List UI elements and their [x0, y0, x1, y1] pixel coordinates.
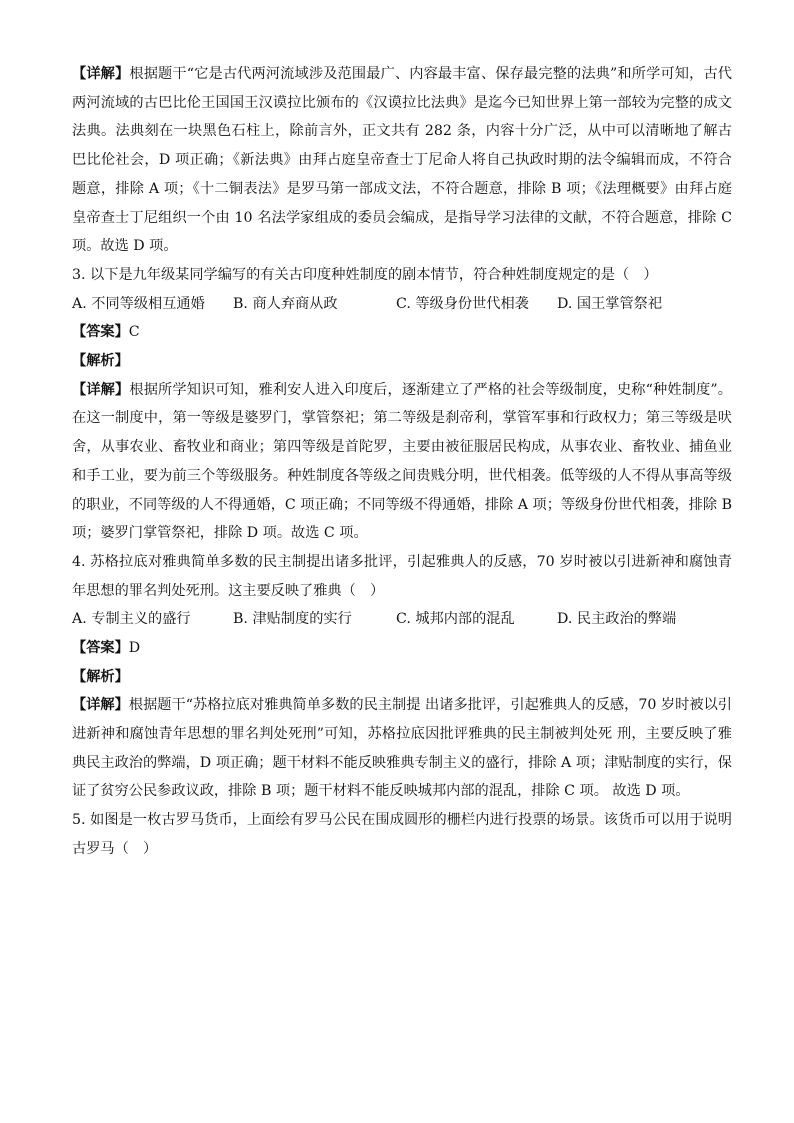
q3-option-a: A. 不同等级相互通婚 [72, 295, 205, 312]
document-page [72, 60, 732, 864]
q5-stem: 5. 如图是一枚古罗马货币，上面绘有罗马公民在围成圆形的栅栏内进行投票的场景。该货币可以用于说明古罗马（ ） [72, 812, 732, 857]
detail-text: 根据题干“它是古代两河流域涉及范围最广、内容最丰富、保存最完整的法典”和所学可知，古代两河流域的古巴比伦王国国王汉谟拉比颁布的《汉谟拉比法典》是迄今已知世界上第一部较为完整的成文法典。法典刻在一块黑色石柱上，除前言外，正文共有 282 条，内容十分广泛，从中可以清晰地了解古巴比伦社会，D 项正确；《新法典》由拜占庭皇帝查士丁尼命人将自己执政时期的法令编辑而成，不符合题意，排除 A 项；《十二铜表法》是罗马第一部成文法，不符合题意，排除 B 项；《法理概要》由拜占庭皇帝查士丁尼组织一个由 10 名法学家组成的委员会编成，是指导学习法律的文献，不符合题意，排除 C 项。故选 D 项。 [72, 66, 732, 255]
q4-option-c: C. 城邦内部的混乱 [396, 611, 515, 628]
q4-options [72, 605, 732, 634]
q3-option-b: B. 商人弃商从政 [233, 295, 338, 312]
detail-text: 根据题干“苏格拉底对雅典简单多数的民主制提 出诸多批评，引起雅典人的反感，70 岁时被以引进新神和腐蚀青年思想的罪名判处死刑”可知，苏格拉底因批评雅典的民主制被判处死 刑，主要反映了雅典民主政治的弊端，D 项正确；题干材料不能反映雅典专制主义的盛行，排除 A 项；津贴制度的实行，保证了贫穷公民参政议政，排除 B 项；题干材料不能反映城邦内部的混乱，排除 C 项。 故选 D 项。 [72, 697, 732, 800]
answer-tag: 【答案】 [72, 324, 129, 341]
q4-option-b: B. 津贴制度的实行 [233, 611, 352, 628]
q4-stem: 4. 苏格拉底对雅典简单多数的民主制提出诸多批评，引起雅典人的反感，70 岁时被以引进新神和腐蚀青年思想的罪名判处死刑。这主要反映了雅典（ ） [72, 553, 732, 599]
q4-analysis-tag: 【解析】 [72, 668, 129, 685]
q4-option-a: A. 专制主义的盛行 [72, 611, 191, 628]
q3-detail-paragraph [72, 376, 732, 548]
q3-options [72, 290, 732, 319]
q4-option-d: D. 民主政治的弊端 [557, 611, 677, 628]
answer-tag: 【答案】 [72, 640, 129, 656]
q3-stem: 3. 以下是九年级某同学编写的有关古印度种姓制度的剧本情节，符合种姓制度规定的是（ ） [72, 266, 658, 283]
q3-option-d: D. 国王掌管祭祀 [557, 295, 663, 312]
q4-answer-line [72, 634, 732, 663]
q3-answer: C [128, 324, 140, 341]
q3-option-c: C. 等级身份世代相袭 [396, 295, 529, 312]
q4-detail-paragraph [72, 691, 732, 806]
q3-analysis-tag: 【解析】 [72, 353, 129, 369]
detail-tag: 【详解】 [72, 381, 130, 398]
detail-tag: 【详解】 [72, 66, 130, 82]
q4-answer: D [128, 640, 141, 656]
q3-answer-line [72, 318, 732, 347]
detail-tag: 【详解】 [72, 697, 129, 714]
detail-text: 根据所学知识可知，雅利安人进入印度后，逐渐建立了严格的社会等级制度，史称“种姓制度”。在这一制度中，第一等级是婆罗门，掌管祭祀；第二等级是刹帝利，掌管军事和行政权力；第三等级是吠舍，从事农业、畜牧业和商业；第四等级是首陀罗，主要由被征服居民构成，从事农业、畜牧业、捕鱼业和手工业，要为前三个等级服务。种姓制度各等级之间贵贱分明，世代相袭。低等级的人不得从事高等级的职业，不同等级的人不得通婚，C 项正确；不同等级不得通婚，排除 A 项；等级身份世代相袭，排除 B 项；婆罗门掌管祭祀，排除 D 项。故选 C 项。 [72, 381, 732, 542]
q2-detail-paragraph [72, 60, 732, 261]
